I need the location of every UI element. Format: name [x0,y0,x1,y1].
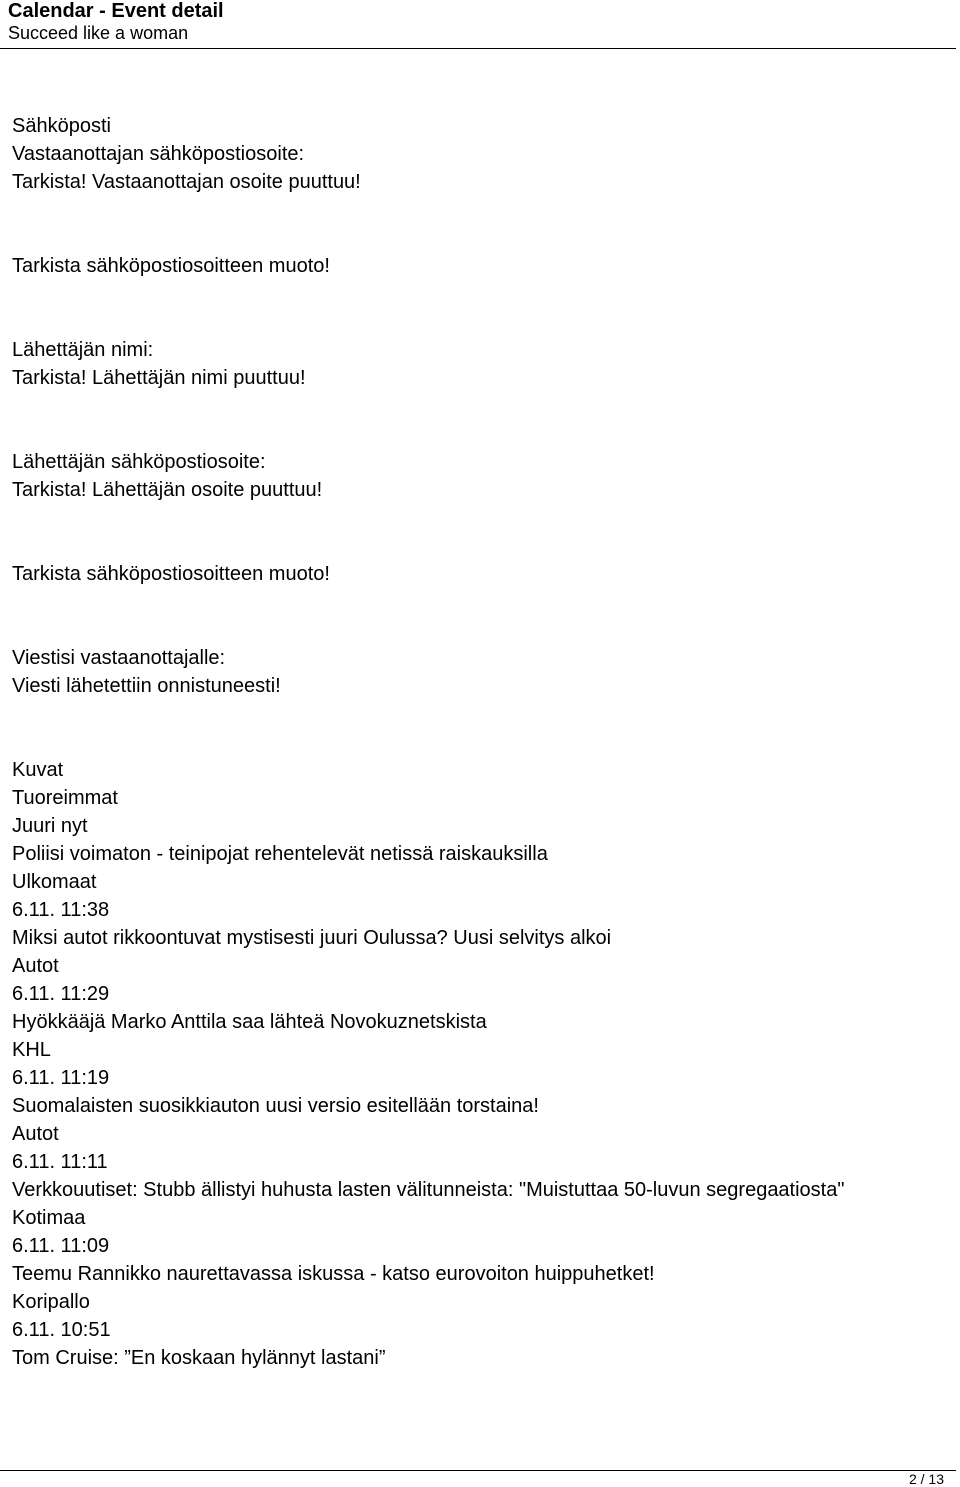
news-item-headline[interactable]: Tom Cruise: ”En koskaan hylännyt lastani” [12,1347,386,1369]
news-item-time: 6.11. 11:29 [12,983,110,1005]
news-section [12,756,952,1372]
sender-email-error: Tarkista! Lähettäjän osoite puuttuu! [12,479,323,501]
sender-email-label: Lähettäjän sähköpostiosoite: [12,451,266,473]
page-content [12,112,952,1372]
email-section-heading: Sähköposti [12,115,111,137]
recipient-email-label: Vastaanottajan sähköpostiosoite: [12,143,305,165]
news-item-headline[interactable]: Hyökkääjä Marko Anttila saa lähteä Novokuznetskista [12,1011,487,1033]
news-item-category[interactable]: Autot [12,1123,59,1145]
news-item-time: 6.11. 11:19 [12,1067,110,1089]
recipient-format-error: Tarkista sähköpostiosoitteen muoto! [12,255,330,277]
news-item-time: 6.11. 11:38 [12,899,110,921]
footer-divider [0,1470,956,1471]
news-item-category[interactable]: Autot [12,955,59,977]
email-form [12,112,952,756]
news-item-category[interactable]: KHL [12,1039,51,1061]
news-item-headline[interactable]: Poliisi voimaton - teinipojat rehentelevät netissä raiskauksilla [12,843,548,865]
sender-format-error: Tarkista sähköpostiosoitteen muoto! [12,563,330,585]
document-title: Calendar - Event detail [8,0,224,22]
header-divider [0,48,956,49]
news-item[interactable] [12,812,952,896]
page-header [8,0,952,44]
message-label: Viestisi vastaanottajalle: [12,647,226,669]
recipient-missing-error: Tarkista! Vastaanottajan osoite puuttuu! [12,171,361,193]
news-item-headline[interactable]: Verkkouutiset: Stubb ällistyi huhusta lasten välitunneista: "Muistuttaa 50-luvun segregaatiosta" [12,1179,845,1201]
success-message: Viesti lähetettiin onnistuneesti! [12,675,281,697]
news-item-category[interactable]: Kotimaa [12,1207,86,1229]
document-subtitle: Succeed like a woman [8,23,189,43]
news-item-headline[interactable]: Suomalaisten suosikkiauton uusi versio esitellään torstaina! [12,1095,539,1117]
news-item-category[interactable]: Ulkomaat [12,871,97,893]
news-item-time: 6.11. 11:09 [12,1235,110,1257]
news-item[interactable] [12,1232,952,1316]
sender-name-label: Lähettäjän nimi: [12,339,154,361]
news-item[interactable] [12,1148,952,1232]
news-item-time: Juuri nyt [12,815,88,837]
news-item[interactable] [12,896,952,980]
news-item-time: 6.11. 10:51 [12,1319,111,1341]
news-section-heading: Kuvat [12,759,64,781]
news-subsection-heading: Tuoreimmat [12,787,118,809]
news-item[interactable] [12,1316,952,1372]
sender-name-error: Tarkista! Lähettäjän nimi puuttuu! [12,367,306,389]
news-item-headline[interactable]: Miksi autot rikkoontuvat mystisesti juuri Oulussa? Uusi selvitys alkoi [12,927,612,949]
news-item[interactable] [12,1064,952,1148]
news-item-time: 6.11. 11:11 [12,1151,108,1173]
news-item-category[interactable]: Koripallo [12,1291,90,1313]
page-number: 2 / 13 [908,1471,944,1487]
news-item[interactable] [12,980,952,1064]
news-item-headline[interactable]: Teemu Rannikko naurettavassa iskussa - katso eurovoiton huippuhetket! [12,1263,655,1285]
